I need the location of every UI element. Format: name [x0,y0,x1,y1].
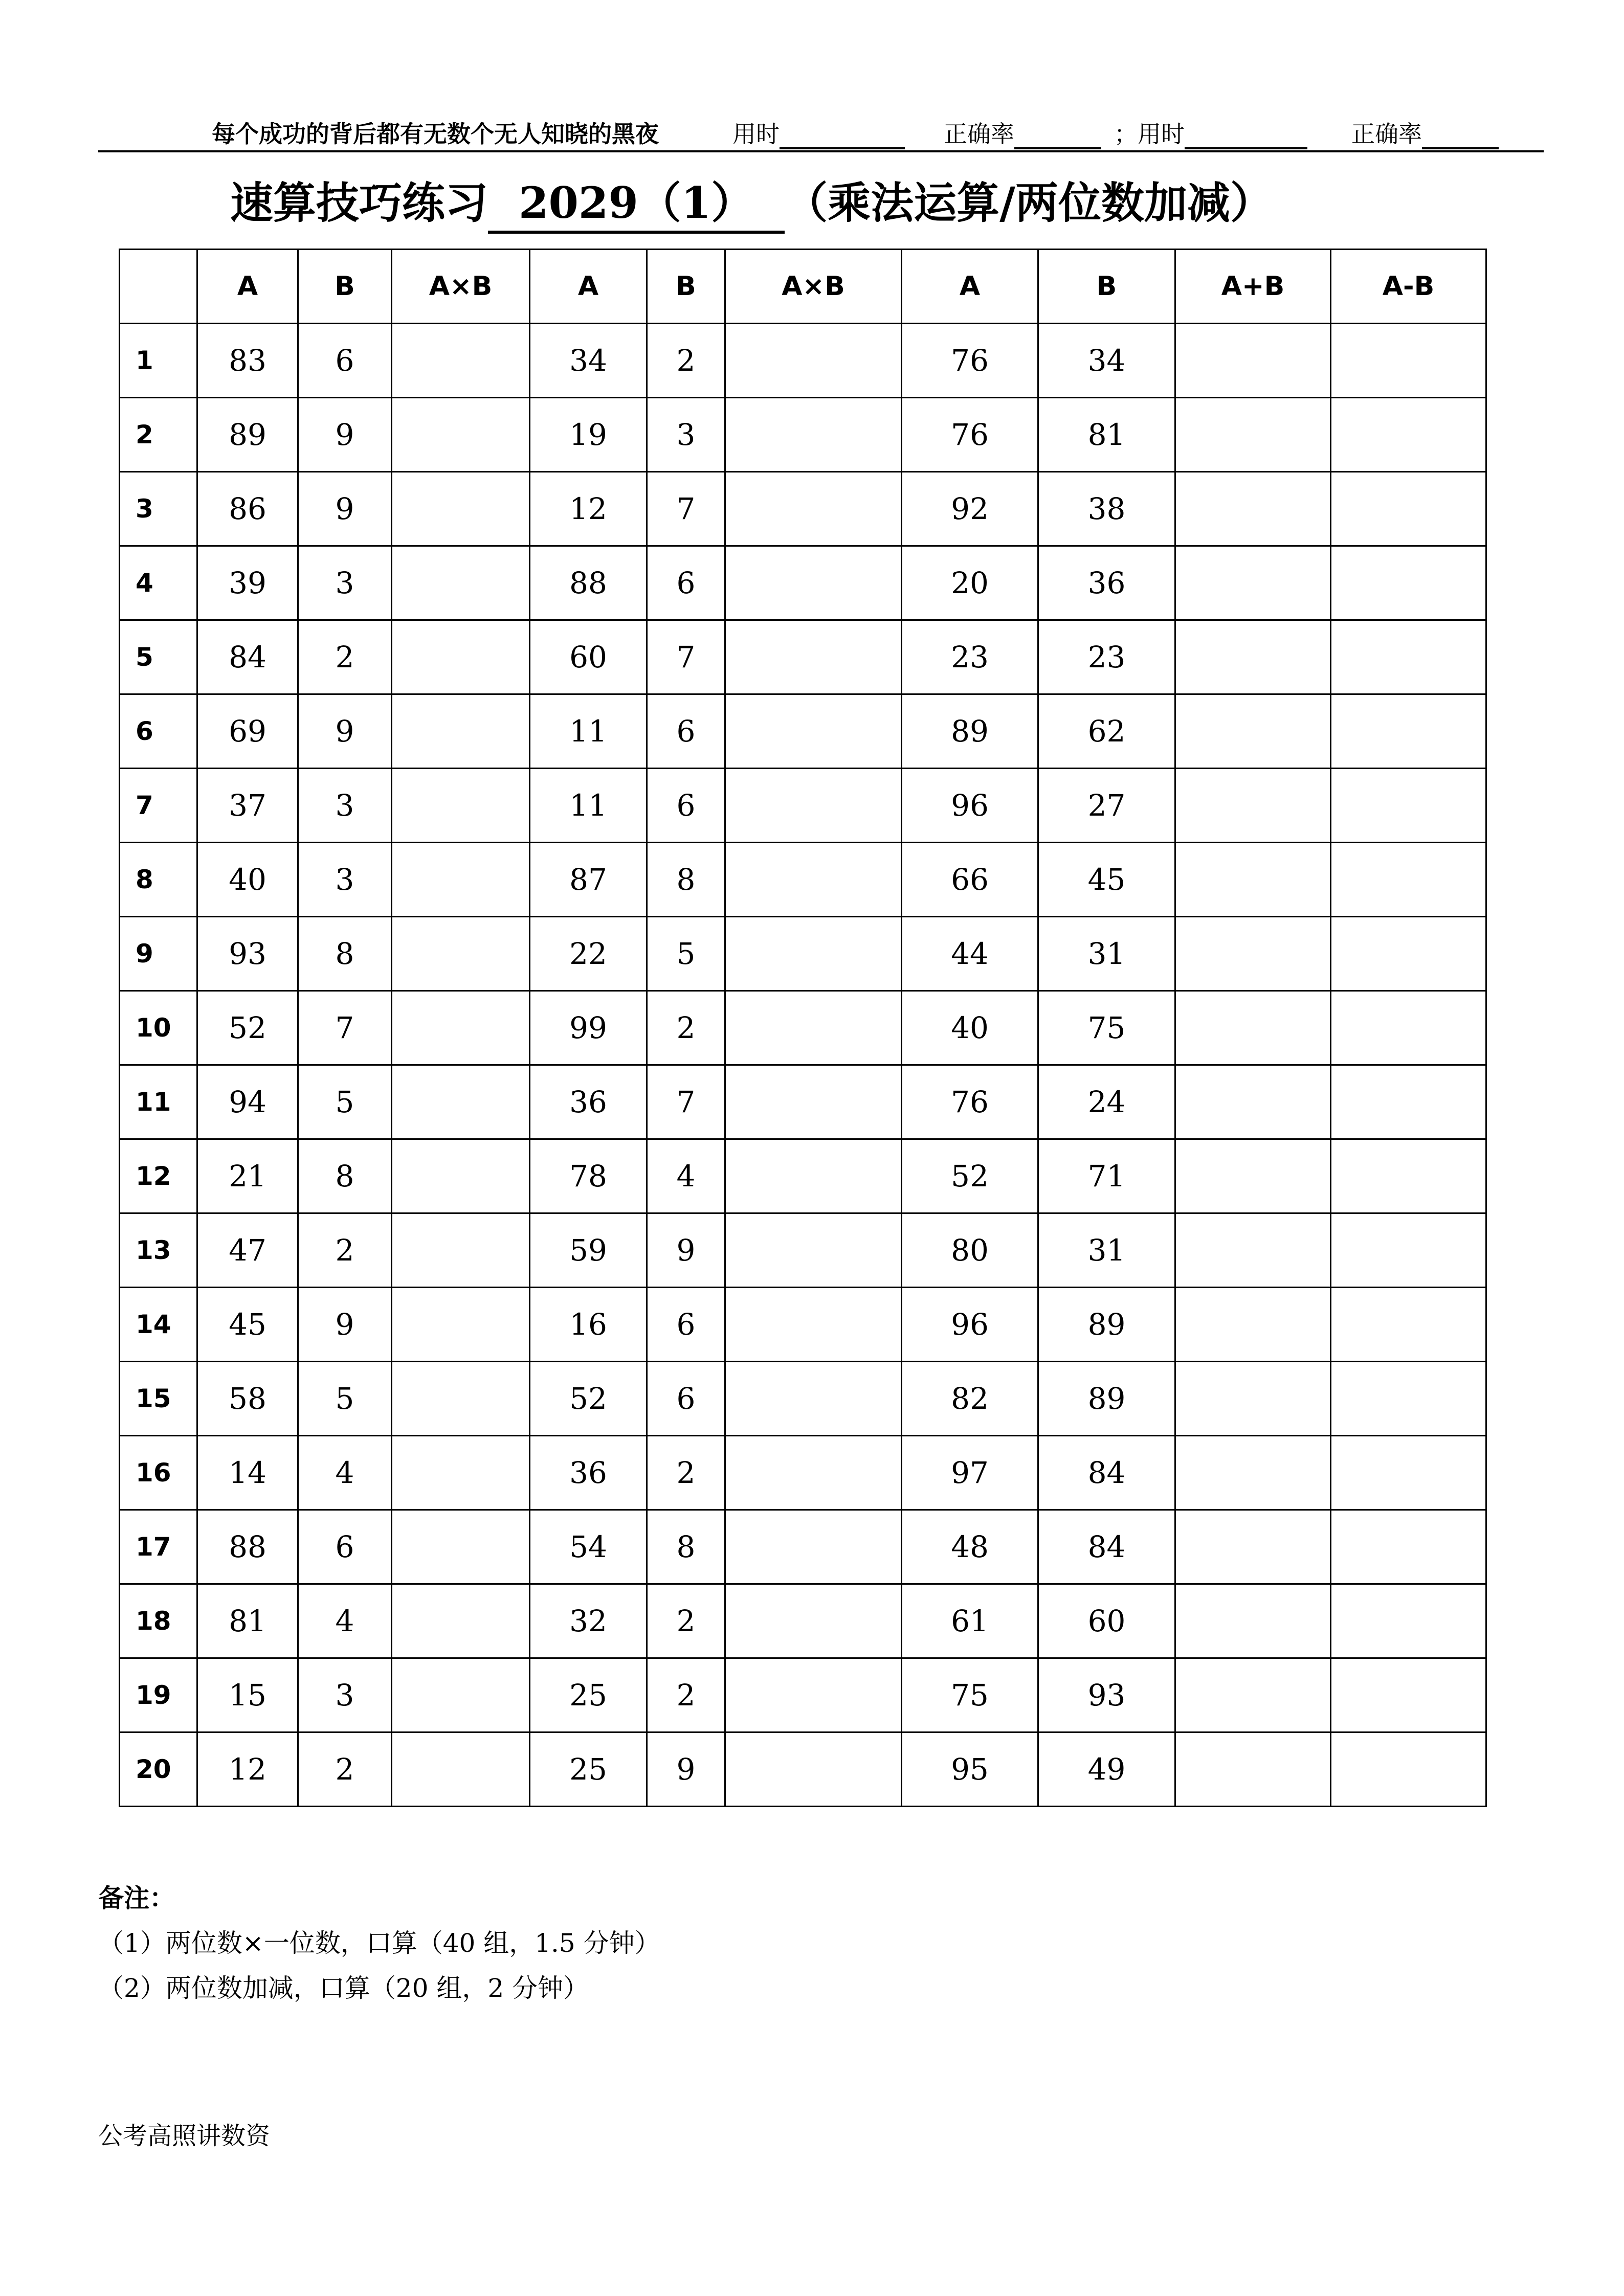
operand-cell: 89 [197,398,298,472]
operand-cell: 39 [197,546,298,620]
operand-cell: 2 [298,1732,392,1807]
answer-cell[interactable] [1331,769,1486,843]
answer-cell[interactable] [1331,398,1486,472]
column-header: B [647,250,725,324]
answer-cell[interactable] [1331,1288,1486,1362]
operand-cell: 24 [1038,1065,1175,1139]
operand-cell: 3 [298,769,392,843]
operand-cell: 45 [1038,843,1175,917]
answer-cell[interactable] [392,694,530,769]
answer-cell[interactable] [725,1362,902,1436]
operand-cell: 6 [647,546,725,620]
operand-cell: 61 [902,1584,1038,1658]
answer-cell[interactable] [392,324,530,398]
answer-cell[interactable] [1175,1065,1331,1139]
answer-cell[interactable] [392,769,530,843]
operand-cell: 34 [1038,324,1175,398]
table-header-row [120,250,1486,324]
table-row [120,1362,1486,1436]
notes-line-1: （1）两位数×一位数，口算（40 组，1.5 分钟） [98,1928,660,1958]
operand-cell: 71 [1038,1139,1175,1213]
answer-cell[interactable] [725,546,902,620]
answer-cell[interactable] [1331,324,1486,398]
answer-cell[interactable] [1175,398,1331,472]
operand-cell: 54 [530,1510,647,1584]
answer-cell[interactable] [1175,843,1331,917]
answer-cell[interactable] [725,769,902,843]
operand-cell: 5 [298,1065,392,1139]
operand-cell: 9 [298,398,392,472]
answer-cell[interactable] [392,546,530,620]
time-label-2: 用时 [1138,120,1185,148]
operand-cell: 47 [197,1213,298,1288]
answer-cell[interactable] [725,324,902,398]
answer-cell[interactable] [1175,1288,1331,1362]
operand-cell: 6 [298,324,392,398]
table-row [120,1584,1486,1658]
operand-cell: 36 [530,1436,647,1510]
operand-cell: 2 [647,1658,725,1732]
operand-cell: 76 [902,1065,1038,1139]
operand-cell: 96 [902,1288,1038,1362]
answer-cell[interactable] [1331,1065,1486,1139]
operand-cell: 2 [647,991,725,1065]
answer-cell[interactable] [1175,1436,1331,1510]
operand-cell: 3 [298,546,392,620]
operand-cell: 69 [197,694,298,769]
answer-cell[interactable] [1331,1510,1486,1584]
operand-cell: 31 [1038,917,1175,991]
operand-cell: 8 [298,1139,392,1213]
answer-cell[interactable] [392,1436,530,1510]
answer-cell[interactable] [1175,1658,1331,1732]
answer-cell[interactable] [392,472,530,546]
operand-cell: 5 [298,1362,392,1436]
table-row [120,1658,1486,1732]
answer-cell[interactable] [392,843,530,917]
table-row [120,1213,1486,1288]
operand-cell: 96 [902,769,1038,843]
operand-cell: 2 [647,1436,725,1510]
answer-cell[interactable] [725,991,902,1065]
operand-cell: 8 [298,917,392,991]
row-number: 5 [120,620,197,694]
operand-cell: 66 [902,843,1038,917]
answer-cell[interactable] [1331,694,1486,769]
operand-cell: 95 [902,1732,1038,1807]
row-number: 7 [120,769,197,843]
notes [98,1876,660,2011]
answer-cell[interactable] [1175,472,1331,546]
operand-cell: 62 [1038,694,1175,769]
answer-cell[interactable] [1331,1362,1486,1436]
header-motto: 每个成功的背后都有无数个无人知晓的黑夜 [212,120,659,148]
answer-cell[interactable] [1331,991,1486,1065]
operand-cell: 86 [197,472,298,546]
answer-cell[interactable] [1175,769,1331,843]
table-row [120,398,1486,472]
answer-cell[interactable] [725,620,902,694]
answer-cell[interactable] [392,1584,530,1658]
operand-cell: 89 [902,694,1038,769]
operand-cell: 9 [298,694,392,769]
answer-cell[interactable] [392,1288,530,1362]
operand-cell: 93 [197,917,298,991]
operand-cell: 2 [647,1584,725,1658]
operand-cell: 19 [530,398,647,472]
table-row [120,546,1486,620]
answer-cell[interactable] [725,1065,902,1139]
table-row [120,694,1486,769]
table-row [120,1510,1486,1584]
answer-cell[interactable] [1331,620,1486,694]
title-number: 2029（1） [488,169,785,234]
answer-cell[interactable] [725,1436,902,1510]
answer-cell[interactable] [725,1658,902,1732]
operand-cell: 84 [1038,1436,1175,1510]
row-number: 8 [120,843,197,917]
answer-cell[interactable] [1175,546,1331,620]
operand-cell: 34 [530,324,647,398]
row-number: 14 [120,1288,197,1362]
operand-cell: 12 [197,1732,298,1807]
row-number: 1 [120,324,197,398]
column-header: A [197,250,298,324]
operand-cell: 93 [1038,1658,1175,1732]
column-header: B [298,250,392,324]
operand-cell: 8 [647,843,725,917]
operand-cell: 5 [647,917,725,991]
operand-cell: 9 [647,1732,725,1807]
operand-cell: 60 [530,620,647,694]
row-number: 16 [120,1436,197,1510]
table-row [120,1288,1486,1362]
row-number: 17 [120,1510,197,1584]
answer-cell[interactable] [1331,1732,1486,1807]
operand-cell: 9 [647,1213,725,1288]
answer-cell[interactable] [1331,1658,1486,1732]
operand-cell: 83 [197,324,298,398]
operand-cell: 12 [530,472,647,546]
answer-cell[interactable] [392,1139,530,1213]
time-blank-1[interactable] [780,124,905,149]
accuracy-blank-1[interactable] [1014,124,1101,149]
answer-cell[interactable] [725,917,902,991]
accuracy-label-2: 正确率 [1351,120,1422,148]
answer-cell[interactable] [1331,546,1486,620]
row-number: 15 [120,1362,197,1436]
operand-cell: 92 [902,472,1038,546]
operand-cell: 75 [1038,991,1175,1065]
accuracy-blank-2[interactable] [1422,124,1499,149]
column-header: A-B [1331,250,1486,324]
operand-cell: 40 [902,991,1038,1065]
operand-cell: 97 [902,1436,1038,1510]
answer-cell[interactable] [725,1288,902,1362]
answer-cell[interactable] [392,1213,530,1288]
title-suffix: （乘法运算/两位数加减） [785,177,1273,228]
answer-cell[interactable] [392,1732,530,1807]
time-label-1: 用时 [732,120,780,148]
table-row [120,472,1486,546]
answer-cell[interactable] [1331,1213,1486,1288]
answer-cell[interactable] [1175,1510,1331,1584]
operand-cell: 36 [1038,546,1175,620]
answer-cell[interactable] [1331,1584,1486,1658]
operand-cell: 31 [1038,1213,1175,1288]
operand-cell: 44 [902,917,1038,991]
operand-cell: 9 [298,1288,392,1362]
answer-cell[interactable] [1331,917,1486,991]
answer-cell[interactable] [1175,991,1331,1065]
operand-cell: 52 [197,991,298,1065]
table-row [120,843,1486,917]
operand-cell: 3 [647,398,725,472]
operand-cell: 37 [197,769,298,843]
table-row [120,324,1486,398]
operand-cell: 75 [902,1658,1038,1732]
practice-table [119,249,1487,1807]
operand-cell: 2 [298,1213,392,1288]
row-number: 3 [120,472,197,546]
answer-cell[interactable] [392,1510,530,1584]
operand-cell: 2 [647,324,725,398]
answer-cell[interactable] [1175,620,1331,694]
operand-cell: 32 [530,1584,647,1658]
answer-cell[interactable] [1331,472,1486,546]
operand-cell: 78 [530,1139,647,1213]
operand-cell: 6 [298,1510,392,1584]
operand-cell: 40 [197,843,298,917]
operand-cell: 94 [197,1065,298,1139]
operand-cell: 27 [1038,769,1175,843]
operand-cell: 88 [530,546,647,620]
answer-cell[interactable] [1331,843,1486,917]
operand-cell: 4 [298,1436,392,1510]
column-header: B [1038,250,1175,324]
operand-cell: 89 [1038,1288,1175,1362]
table-row [120,991,1486,1065]
operand-cell: 22 [530,917,647,991]
table-row [120,917,1486,991]
title-prefix: 速算技巧练习 [230,177,488,228]
table-row [120,769,1486,843]
header-separator: ； [1114,120,1138,148]
table-row [120,1139,1486,1213]
operand-cell: 80 [902,1213,1038,1288]
answer-cell[interactable] [725,694,902,769]
answer-cell[interactable] [1175,324,1331,398]
operand-cell: 6 [647,1288,725,1362]
answer-cell[interactable] [725,1139,902,1213]
table-row [120,1732,1486,1807]
operand-cell: 11 [530,769,647,843]
row-number: 6 [120,694,197,769]
answer-cell[interactable] [1331,1436,1486,1510]
operand-cell: 15 [197,1658,298,1732]
header-bar [98,116,1544,146]
operand-cell: 81 [1038,398,1175,472]
answer-cell[interactable] [725,843,902,917]
answer-cell[interactable] [1175,1213,1331,1288]
operand-cell: 76 [902,398,1038,472]
answer-cell[interactable] [392,991,530,1065]
operand-cell: 3 [298,843,392,917]
operand-cell: 36 [530,1065,647,1139]
operand-cell: 52 [902,1139,1038,1213]
answer-cell[interactable] [1175,917,1331,991]
operand-cell: 99 [530,991,647,1065]
answer-cell[interactable] [1175,1584,1331,1658]
table-row [120,1065,1486,1139]
operand-cell: 7 [298,991,392,1065]
answer-cell[interactable] [725,1510,902,1584]
notes-label: 备注： [98,1883,175,1913]
footer-source: 公考高照讲数资 [98,2122,271,2150]
operand-cell: 38 [1038,472,1175,546]
column-header: A×B [725,250,902,324]
row-number: 12 [120,1139,197,1213]
row-number: 11 [120,1065,197,1139]
operand-cell: 4 [298,1584,392,1658]
answer-cell[interactable] [725,1213,902,1288]
time-blank-2[interactable] [1185,124,1307,149]
operand-cell: 6 [647,769,725,843]
operand-cell: 84 [1038,1510,1175,1584]
page-title [230,169,1273,230]
answer-cell[interactable] [725,1732,902,1807]
operand-cell: 14 [197,1436,298,1510]
operand-cell: 81 [197,1584,298,1658]
operand-cell: 2 [298,620,392,694]
answer-cell[interactable] [1175,1139,1331,1213]
answer-cell[interactable] [725,398,902,472]
answer-cell[interactable] [392,1658,530,1732]
operand-cell: 6 [647,1362,725,1436]
operand-cell: 6 [647,694,725,769]
answer-cell[interactable] [725,1584,902,1658]
accuracy-label-1: 正确率 [944,120,1014,148]
operand-cell: 45 [197,1288,298,1362]
operand-cell: 7 [647,1065,725,1139]
table-row [120,1436,1486,1510]
row-number: 4 [120,546,197,620]
operand-cell: 60 [1038,1584,1175,1658]
operand-cell: 88 [197,1510,298,1584]
answer-cell[interactable] [725,472,902,546]
operand-cell: 8 [647,1510,725,1584]
column-header: A [902,250,1038,324]
operand-cell: 87 [530,843,647,917]
answer-cell[interactable] [1175,694,1331,769]
row-number: 18 [120,1584,197,1658]
answer-cell[interactable] [392,620,530,694]
operand-cell: 76 [902,324,1038,398]
column-header: A+B [1175,250,1331,324]
answer-cell[interactable] [1175,1732,1331,1807]
answer-cell[interactable] [1175,1362,1331,1436]
column-header: A×B [392,250,530,324]
header-rule [98,150,1544,152]
operand-cell: 7 [647,472,725,546]
operand-cell: 20 [902,546,1038,620]
row-number: 13 [120,1213,197,1288]
operand-cell: 25 [530,1732,647,1807]
operand-cell: 89 [1038,1362,1175,1436]
operand-cell: 52 [530,1362,647,1436]
row-number: 19 [120,1658,197,1732]
answer-cell[interactable] [392,917,530,991]
row-number: 9 [120,917,197,991]
answer-cell[interactable] [392,398,530,472]
operand-cell: 49 [1038,1732,1175,1807]
operand-cell: 4 [647,1139,725,1213]
operand-cell: 59 [530,1213,647,1288]
operand-cell: 58 [197,1362,298,1436]
answer-cell[interactable] [1331,1139,1486,1213]
operand-cell: 84 [197,620,298,694]
column-header [120,250,197,324]
operand-cell: 7 [647,620,725,694]
operand-cell: 16 [530,1288,647,1362]
operand-cell: 9 [298,472,392,546]
operand-cell: 48 [902,1510,1038,1584]
answer-cell[interactable] [392,1362,530,1436]
operand-cell: 21 [197,1139,298,1213]
operand-cell: 82 [902,1362,1038,1436]
operand-cell: 23 [902,620,1038,694]
row-number: 2 [120,398,197,472]
operand-cell: 25 [530,1658,647,1732]
column-header: A [530,250,647,324]
operand-cell: 3 [298,1658,392,1732]
table-row [120,620,1486,694]
operand-cell: 23 [1038,620,1175,694]
operand-cell: 11 [530,694,647,769]
row-number: 10 [120,991,197,1065]
row-number: 20 [120,1732,197,1807]
answer-cell[interactable] [392,1065,530,1139]
notes-line-2: （2）两位数加减，口算（20 组，2 分钟） [98,1973,589,2003]
